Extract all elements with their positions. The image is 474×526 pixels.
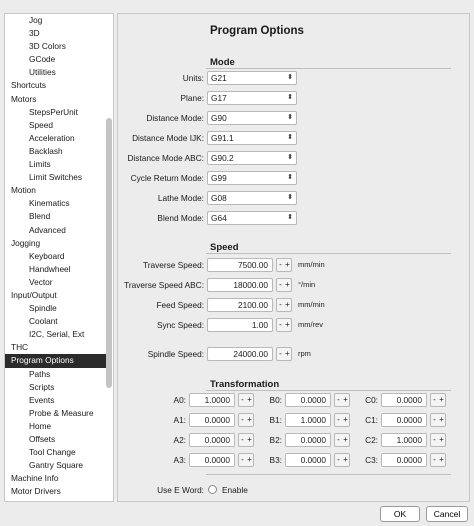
decrement-button[interactable]: -	[337, 415, 340, 424]
distance-mode-abc-value: G90.2	[211, 153, 234, 163]
sidebar-item-offsets[interactable]: Offsets	[29, 434, 56, 444]
lathe-mode-select[interactable]	[207, 191, 297, 205]
enable-radio-label: Enable	[222, 485, 248, 495]
sidebar-item-3d-colors[interactable]: 3D Colors	[29, 41, 66, 52]
c0-stepper[interactable]	[430, 393, 446, 407]
decrement-button[interactable]: -	[337, 435, 340, 444]
mode-divider	[206, 68, 451, 69]
decrement-button[interactable]: -	[337, 395, 340, 404]
speed-row-sync-speed	[118, 318, 468, 333]
a2-label: A2:	[173, 435, 186, 445]
updown-arrows-icon: ⬍	[287, 154, 293, 161]
traverse-speed-abc-input[interactable]: 18000.00	[207, 278, 273, 292]
sidebar-item-machine-info[interactable]: Machine Info	[11, 473, 59, 484]
sidebar-item-program-options[interactable]: Program Options	[5, 354, 107, 367]
mode-row-blend-mode	[118, 211, 468, 226]
transformation-row	[118, 433, 468, 448]
speed-divider	[206, 253, 451, 254]
b0-label: B0:	[269, 395, 282, 405]
c1-label: C1:	[365, 415, 378, 425]
b3-label: B3:	[269, 455, 282, 465]
sync-speed-unit: mm/rev	[298, 320, 323, 329]
sidebar-item-scripts[interactable]: Scripts	[29, 381, 55, 392]
transformation-row	[118, 413, 468, 428]
sidebar-item-shortcuts[interactable]: Shortcuts	[11, 80, 47, 91]
a3-input[interactable]: 0.0000	[189, 453, 235, 467]
a1-stepper[interactable]	[238, 413, 254, 427]
a0-input[interactable]: 1.0000	[189, 393, 235, 407]
sync-speed-input[interactable]: 1.00	[207, 318, 273, 332]
sidebar-item-i2c-serial-ext[interactable]: I2C, Serial, Ext	[29, 329, 85, 340]
increment-button[interactable]: +	[439, 455, 444, 464]
increment-button[interactable]: +	[285, 320, 290, 329]
transformation-section-title: Transformation	[210, 379, 280, 390]
sidebar-item-backlash[interactable]: Backlash	[29, 145, 63, 156]
b0-stepper[interactable]	[334, 393, 350, 407]
increment-button[interactable]: +	[343, 455, 348, 464]
sidebar-item-3d[interactable]: 3D	[29, 28, 40, 39]
sidebar-item-vector[interactable]: Vector	[29, 276, 53, 287]
sidebar-item-home[interactable]: Home	[29, 420, 52, 431]
page-title: Program Options	[210, 25, 304, 37]
mode-row-cycle-return-mode	[118, 171, 468, 186]
mode-row-plane	[118, 91, 468, 106]
feed-speed-input[interactable]: 2100.00	[207, 298, 273, 312]
sidebar-item-keyboard[interactable]: Keyboard	[29, 250, 65, 261]
traverse-speed-unit: mm/min	[298, 260, 325, 269]
updown-arrows-icon: ⬍	[287, 134, 293, 141]
transformation-row	[118, 393, 468, 408]
c3-input[interactable]: 0.0000	[381, 453, 427, 467]
updown-arrows-icon: ⬍	[287, 114, 293, 121]
blend-mode-value: G64	[211, 213, 227, 223]
distance-mode-value: G90	[211, 113, 227, 123]
mode-row-units	[118, 71, 468, 86]
sidebar-item-motor-drivers[interactable]: Motor Drivers	[11, 486, 61, 497]
traverse-speed-abc-stepper[interactable]	[276, 278, 292, 292]
distance-mode-ijk-value: G91.1	[211, 133, 234, 143]
c3-label: C3:	[365, 455, 378, 465]
spindle-speed-input[interactable]: 24000.00	[207, 347, 273, 361]
speed-row-feed-speed	[118, 298, 468, 313]
sidebar-item-limits[interactable]: Limits	[29, 159, 51, 170]
increment-button[interactable]: +	[439, 435, 444, 444]
sidebar-item-coolant[interactable]: Coolant	[29, 316, 58, 327]
c0-input[interactable]: 0.0000	[381, 393, 427, 407]
sidebar-item-advanced[interactable]: Advanced	[29, 224, 66, 235]
sidebar-item-blend[interactable]: Blend	[29, 211, 51, 222]
lathe-mode-value: G08	[211, 193, 227, 203]
speed-section-title: Speed	[210, 242, 239, 253]
distance-mode-label: Distance Mode:	[146, 113, 204, 123]
sidebar-item-acceleration[interactable]: Acceleration	[29, 132, 75, 143]
traverse-speed-stepper[interactable]	[276, 258, 292, 272]
mode-section-title: Mode	[210, 57, 235, 68]
increment-button[interactable]: +	[247, 415, 252, 424]
speed-row-spindle-speed	[118, 347, 468, 362]
increment-button[interactable]: +	[285, 300, 290, 309]
decrement-button[interactable]: -	[433, 415, 436, 424]
distance-mode-abc-select[interactable]	[207, 151, 297, 165]
feed-speed-unit: mm/min	[298, 300, 325, 309]
updown-arrows-icon: ⬍	[287, 174, 293, 181]
sidebar-item-input-output[interactable]: Input/Output	[11, 289, 57, 300]
a1-label: A1:	[173, 415, 186, 425]
mode-row-distance-mode	[118, 111, 468, 126]
sidebar-item-gantry-square[interactable]: Gantry Square	[29, 460, 83, 471]
lathe-mode-label: Lathe Mode:	[157, 193, 204, 203]
decrement-button[interactable]: -	[279, 280, 282, 289]
sidebar-item-motion[interactable]: Motion	[11, 185, 36, 196]
updown-arrows-icon: ⬍	[287, 74, 293, 81]
sidebar-item-motors[interactable]: Motors	[11, 93, 37, 104]
tree-scrollbar[interactable]	[106, 118, 112, 388]
cancel-button[interactable]: Cancel	[426, 506, 468, 522]
speed-row-traverse-speed	[118, 258, 468, 273]
cycle-return-mode-label: Cycle Return Mode:	[130, 173, 204, 183]
b0-input[interactable]: 0.0000	[285, 393, 331, 407]
c0-label: C0:	[365, 395, 378, 405]
cycle-return-mode-value: G99	[211, 173, 227, 183]
a0-label: A0:	[173, 395, 186, 405]
traverse-speed-abc-label: Traverse Speed ABC:	[124, 280, 204, 290]
sidebar-item-kinematics[interactable]: Kinematics	[29, 198, 70, 209]
updown-arrows-icon: ⬍	[287, 94, 293, 101]
sidebar-item-stepsperunit[interactable]: StepsPerUnit	[29, 106, 78, 117]
traverse-speed-label: Traverse Speed:	[142, 260, 204, 270]
increment-button[interactable]: +	[439, 395, 444, 404]
b1-input[interactable]: 1.0000	[285, 413, 331, 427]
settings-tree-list	[5, 14, 107, 498]
increment-button[interactable]: +	[247, 395, 252, 404]
sync-speed-stepper[interactable]	[276, 318, 292, 332]
b3-stepper[interactable]	[334, 453, 350, 467]
sidebar-item-spindle[interactable]: Spindle	[29, 303, 57, 314]
a3-stepper[interactable]	[238, 453, 254, 467]
increment-button[interactable]: +	[247, 435, 252, 444]
feed-speed-label: Feed Speed:	[156, 300, 204, 310]
b2-label: B2:	[269, 435, 282, 445]
units-label: Units:	[182, 73, 204, 83]
transformation-row	[118, 453, 468, 468]
a2-stepper[interactable]	[238, 433, 254, 447]
updown-arrows-icon: ⬍	[287, 214, 293, 221]
traverse-speed-abc-unit: °/min	[298, 280, 316, 289]
spindle-speed-unit: rpm	[298, 349, 311, 358]
c1-stepper[interactable]	[430, 413, 446, 427]
distance-mode-select[interactable]	[207, 111, 297, 125]
increment-button[interactable]: +	[343, 415, 348, 424]
sidebar-item-gcode[interactable]: GCode	[29, 54, 56, 65]
sidebar-item-speed[interactable]: Speed	[29, 119, 53, 130]
feed-speed-stepper[interactable]	[276, 298, 292, 312]
distance-mode-ijk-label: Distance Mode IJK:	[132, 133, 204, 143]
decrement-button[interactable]: -	[279, 260, 282, 269]
b3-input[interactable]: 0.0000	[285, 453, 331, 467]
b2-input[interactable]: 0.0000	[285, 433, 331, 447]
decrement-button[interactable]: -	[241, 415, 244, 424]
decrement-button[interactable]: -	[433, 435, 436, 444]
distance-mode-abc-label: Distance Mode ABC:	[127, 153, 204, 163]
spindle-speed-label: Spindle Speed:	[147, 349, 204, 359]
sidebar-item-handwheel[interactable]: Handwheel	[29, 263, 71, 274]
spindle-speed-stepper[interactable]	[276, 347, 292, 361]
blend-mode-select[interactable]	[207, 211, 297, 225]
mode-row-lathe-mode	[118, 191, 468, 206]
program-options-panel	[117, 13, 470, 502]
c2-input[interactable]: 1.0000	[381, 433, 427, 447]
increment-button[interactable]: +	[439, 415, 444, 424]
sidebar-item-probe-measure[interactable]: Probe & Measure	[29, 407, 94, 418]
c3-stepper[interactable]	[430, 453, 446, 467]
sidebar-item-events[interactable]: Events	[29, 394, 55, 405]
sidebar-item-thc[interactable]: THC	[11, 342, 29, 353]
b1-label: B1:	[269, 415, 282, 425]
decrement-button[interactable]: -	[241, 395, 244, 404]
ok-button[interactable]: OK	[380, 506, 420, 522]
traverse-speed-input[interactable]: 7500.00	[207, 258, 273, 272]
a0-stepper[interactable]	[238, 393, 254, 407]
a1-input[interactable]: 0.0000	[189, 413, 235, 427]
mode-row-distance-mode-abc	[118, 151, 468, 166]
units-value: G21	[211, 73, 227, 83]
sidebar-item-limit-switches[interactable]: Limit Switches	[29, 172, 83, 183]
b1-stepper[interactable]	[334, 413, 350, 427]
plane-label: Plane:	[180, 93, 204, 103]
c2-label: C2:	[365, 435, 378, 445]
increment-button[interactable]: +	[343, 395, 348, 404]
c2-stepper[interactable]	[430, 433, 446, 447]
sidebar-item-utilities[interactable]: Utilities	[29, 67, 56, 78]
use-e-word-label: Use E Word:	[157, 485, 204, 495]
sidebar-item-jogging[interactable]: Jogging	[11, 237, 41, 248]
plane-select[interactable]	[207, 91, 297, 105]
speed-row-traverse-speed-abc	[118, 278, 468, 293]
use-e-word-row	[118, 483, 468, 498]
decrement-button[interactable]: -	[433, 395, 436, 404]
enable-radio[interactable]	[208, 485, 217, 494]
sync-speed-label: Sync Speed:	[156, 320, 204, 330]
increment-button[interactable]: +	[285, 349, 290, 358]
decrement-button[interactable]: -	[279, 349, 282, 358]
increment-button[interactable]: +	[285, 260, 290, 269]
decrement-button[interactable]: -	[433, 455, 436, 464]
a3-label: A3:	[173, 455, 186, 465]
transformation-divider	[206, 390, 451, 391]
b2-stepper[interactable]	[334, 433, 350, 447]
decrement-button[interactable]: -	[241, 435, 244, 444]
increment-button[interactable]: +	[343, 435, 348, 444]
decrement-button[interactable]: -	[279, 320, 282, 329]
c1-input[interactable]: 0.0000	[381, 413, 427, 427]
settings-tree[interactable]	[4, 13, 114, 502]
sidebar-item-jog[interactable]: Jog	[29, 15, 43, 25]
a2-input[interactable]: 0.0000	[189, 433, 235, 447]
blend-mode-label: Blend Mode:	[157, 213, 204, 223]
mode-row-distance-mode-ijk	[118, 131, 468, 146]
cycle-return-mode-select[interactable]	[207, 171, 297, 185]
distance-mode-ijk-select[interactable]	[207, 131, 297, 145]
sidebar-item-paths[interactable]: Paths	[29, 368, 51, 379]
sidebar-item-tool-change[interactable]: Tool Change	[29, 447, 76, 458]
bottom-divider	[206, 474, 451, 475]
increment-button[interactable]: +	[247, 455, 252, 464]
decrement-button[interactable]: -	[279, 300, 282, 309]
updown-arrows-icon: ⬍	[287, 194, 293, 201]
increment-button[interactable]: +	[285, 280, 290, 289]
plane-value: G17	[211, 93, 227, 103]
units-select[interactable]	[207, 71, 297, 85]
decrement-button[interactable]: -	[337, 455, 340, 464]
decrement-button[interactable]: -	[241, 455, 244, 464]
